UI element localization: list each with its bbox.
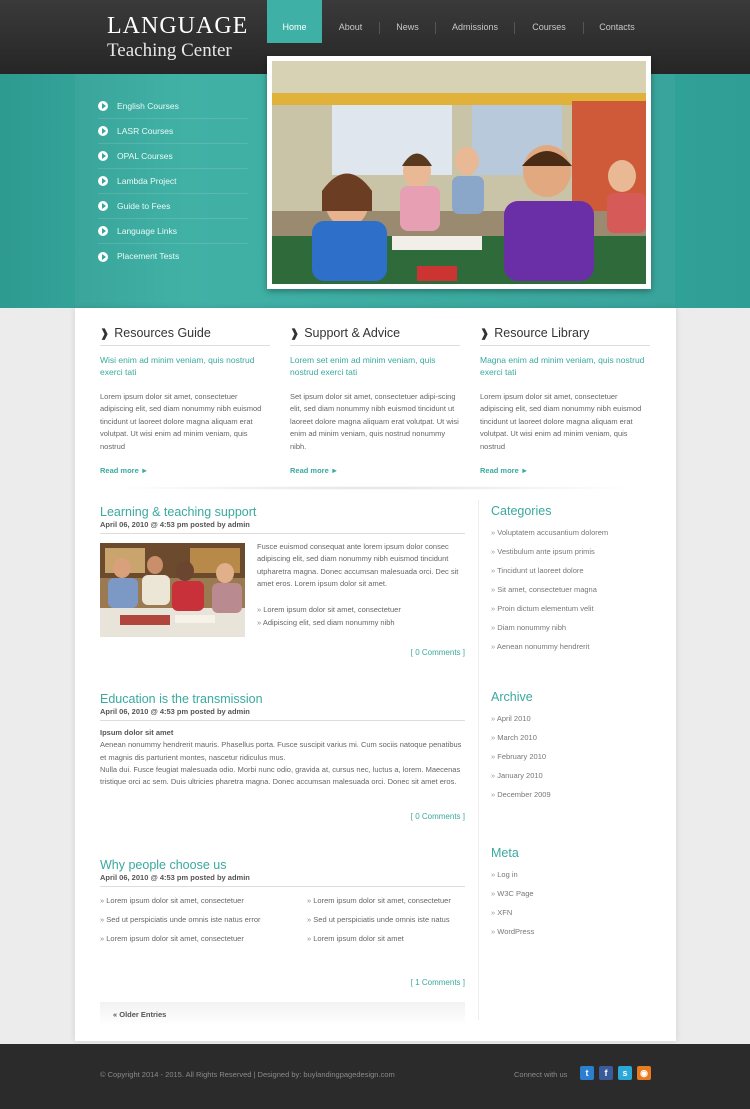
facebook-icon[interactable]: f	[599, 1066, 613, 1080]
feature-title: Resource Library	[494, 326, 590, 340]
rss-icon[interactable]: ◉	[637, 1066, 651, 1080]
nav-admissions[interactable]: Admissions	[451, 22, 498, 32]
classroom-illustration	[272, 61, 646, 284]
double-chevron-icon: ❱	[480, 327, 490, 340]
archive-link[interactable]: » January 2010	[491, 766, 650, 785]
widget-title: Meta	[491, 846, 519, 860]
category-link[interactable]: » Proin dictum elementum velit	[491, 599, 650, 618]
category-link[interactable]: » Sit amet, consectetuer magna	[491, 580, 650, 599]
blog-post	[100, 858, 465, 998]
side-menu	[98, 94, 248, 269]
list-item: » Adipiscing elit, sed diam nonummy nibh	[257, 616, 465, 629]
arrow-right-icon	[98, 126, 108, 136]
feature-subtitle: Wisi enim ad minim veniam, quis nostrud exerci tati	[100, 355, 255, 377]
read-more-link[interactable]: Read more ►	[290, 466, 339, 476]
post-meta: April 06, 2010 @ 4:53 pm posted by admin	[100, 520, 465, 534]
blog-post	[100, 692, 465, 832]
list-item: » Sed ut perspiciatis unde omnis iste natus	[307, 913, 467, 932]
meta-link[interactable]: » Log in	[491, 865, 650, 884]
comments-link[interactable]: [ 0 Comments ]	[410, 812, 465, 821]
logo-subtitle[interactable]: Teaching Center	[107, 40, 232, 61]
meta-link[interactable]: » XFN	[491, 903, 650, 922]
skype-icon[interactable]: s	[618, 1066, 632, 1080]
post-body: Nulla dui. Fusce feugiat malesuada odio. Morbi nunc odio, gravida at, cursus nec, luctus a, lorem. Maecenas tristique orci ac sem. Duis ultricies pharetra magna. Donec accumsan malesuada orci. Donec sit amet eros.	[100, 764, 461, 787]
arrow-right-icon	[98, 226, 108, 236]
arrow-right-icon	[98, 252, 108, 262]
older-entries-link[interactable]: « Older Entries	[100, 1002, 465, 1026]
archive-widget	[479, 690, 650, 804]
side-menu-item[interactable]: Placement Tests	[98, 244, 248, 269]
list-item: » Lorem ipsum dolor sit amet, consectetuer	[100, 932, 300, 951]
meta-widget	[479, 846, 650, 941]
archive-link[interactable]: » March 2010	[491, 728, 650, 747]
post-body: Fusce euismod consequat ante lorem ipsum dolor consec adipiscing elit, sed diam nonummy nibh euismod tincidunt utpharetra magna. Donec accumsan malesuada orci. Dec sit amet eros. Lorem ipsum dolor sit amet.	[257, 542, 459, 588]
double-chevron-icon: ❱	[100, 327, 110, 340]
feature-title: Resources Guide	[114, 326, 211, 340]
post-lead: Ipsum dolor sit amet	[100, 728, 174, 737]
meta-link[interactable]: » WordPress	[491, 922, 650, 941]
archive-link[interactable]: » December 2009	[491, 785, 650, 804]
feature-body: Lorem ipsum dolor sit amet, consectetuer adipiscing elit, sed diam nonummy nibh euismod tincidunt ut laoreet dolore magna aliquam erat volutpat. Ut wisi enim ad minim veniam, quis nostrud	[100, 392, 262, 451]
hero-photo	[272, 61, 646, 284]
nav-courses[interactable]: Courses	[532, 22, 566, 32]
list-item: » Lorem ipsum dolor sit amet	[307, 932, 467, 951]
main-nav	[267, 0, 650, 43]
side-menu-item[interactable]: LASR Courses	[98, 119, 248, 144]
teachers-photo	[100, 543, 245, 637]
double-chevron-icon: ❱	[290, 327, 300, 340]
copyright-text: © Copyright 2014 - 2015. All Rights Reserved | Designed by: buylandingpagedesign.com	[100, 1070, 395, 1079]
side-menu-item[interactable]: Lambda Project	[98, 169, 248, 194]
blog-post	[100, 505, 465, 665]
connect-label: Connect with us	[514, 1070, 568, 1079]
post-meta: April 06, 2010 @ 4:53 pm posted by admin	[100, 707, 465, 721]
twitter-icon[interactable]: t	[580, 1066, 594, 1080]
read-more-link[interactable]: Read more ►	[480, 466, 529, 476]
category-link[interactable]: » Diam nonummy nibh	[491, 618, 650, 637]
side-menu-item[interactable]: Guide to Fees	[98, 194, 248, 219]
post-body: Aenean nonummy hendrerit mauris. Phasellus porta. Fusce suscipit varius mi. Cum sociis natoque penatibus et magnis dis parturient montes, nascetur ridiculus mus.	[100, 740, 462, 762]
section-divider	[100, 486, 650, 490]
feature-title: Support & Advice	[304, 326, 401, 340]
feature-subtitle: Lorem set enim ad minim veniam, quis nostrud exerci tati	[290, 355, 436, 377]
comments-link[interactable]: [ 1 Comments ]	[410, 978, 465, 987]
feature-resource-library	[480, 326, 650, 475]
widget-title: Archive	[491, 690, 533, 704]
hero-photo-frame	[267, 56, 651, 289]
post-title[interactable]: Learning & teaching support	[100, 505, 257, 519]
arrow-right-icon	[98, 201, 108, 211]
side-menu-item[interactable]: Language Links	[98, 219, 248, 244]
category-link[interactable]: » Vestibulum ante ipsum primis	[491, 542, 650, 561]
category-link[interactable]: » Tincidunt ut laoreet dolore	[491, 561, 650, 580]
arrow-right-icon	[98, 176, 108, 186]
nav-about[interactable]: About	[338, 22, 363, 32]
list-item: » Lorem ipsum dolor sit amet, consectetuer	[257, 603, 465, 616]
meta-link[interactable]: » W3C Page	[491, 884, 650, 903]
feature-body: Lorem ipsum dolor sit amet, consectetuer adipiscing elit, sed diam nonummy nibh euismod tincidunt ut laoreet dolore magna aliquam erat volutpat. Ut wisi enim ad minim veniam, quis nostrud	[480, 392, 642, 451]
category-link[interactable]: » Aenean nonummy hendrerit	[491, 637, 650, 656]
post-title[interactable]: Education is the transmission	[100, 692, 263, 706]
post-title[interactable]: Why people choose us	[100, 858, 227, 872]
feature-resources-guide	[100, 326, 270, 475]
side-menu-item[interactable]: OPAL Courses	[98, 144, 248, 169]
sidebar	[478, 500, 650, 1020]
post-bullets-right	[307, 894, 467, 951]
feature-subtitle: Magna enim ad minim veniam, quis nostrud exerci tati	[480, 355, 645, 377]
side-menu-item[interactable]: English Courses	[98, 94, 248, 119]
archive-link[interactable]: » April 2010	[491, 709, 650, 728]
archive-link[interactable]: » February 2010	[491, 747, 650, 766]
list-item: » Lorem ipsum dolor sit amet, consectetuer	[307, 894, 467, 913]
category-link[interactable]: » Voluptatem accusantium dolorem	[491, 523, 650, 542]
post-meta: April 06, 2010 @ 4:53 pm posted by admin	[100, 873, 465, 887]
post-bullets-left	[100, 894, 300, 951]
arrow-right-icon	[98, 151, 108, 161]
list-item: » Sed ut perspiciatis unde omnis iste natus error	[100, 913, 300, 932]
list-item: » Lorem ipsum dolor sit amet, consectetuer	[100, 894, 300, 913]
nav-news[interactable]: News	[396, 22, 419, 32]
comments-link[interactable]: [ 0 Comments ]	[410, 648, 465, 657]
widget-title: Categories	[491, 504, 552, 518]
nav-home[interactable]: Home	[267, 0, 322, 43]
feature-support-advice	[290, 326, 460, 475]
logo-title[interactable]: LANGUAGE	[107, 13, 249, 39]
nav-contacts[interactable]: Contacts	[599, 22, 635, 32]
arrow-right-icon	[98, 101, 108, 111]
post-thumbnail	[100, 543, 245, 637]
categories-widget	[479, 504, 650, 656]
read-more-link[interactable]: Read more ►	[100, 466, 149, 476]
post-bullets	[257, 603, 465, 629]
feature-body: Set ipsum dolor sit amet, consectetuer adipi-scing elit, sed diam nonummy nibh euismod tincidunt ut laoreet dolore magna aliquam erat volutpat. Ut wisi enim ad minim veniam, quis nostrud nonummy nibh.	[290, 392, 459, 451]
